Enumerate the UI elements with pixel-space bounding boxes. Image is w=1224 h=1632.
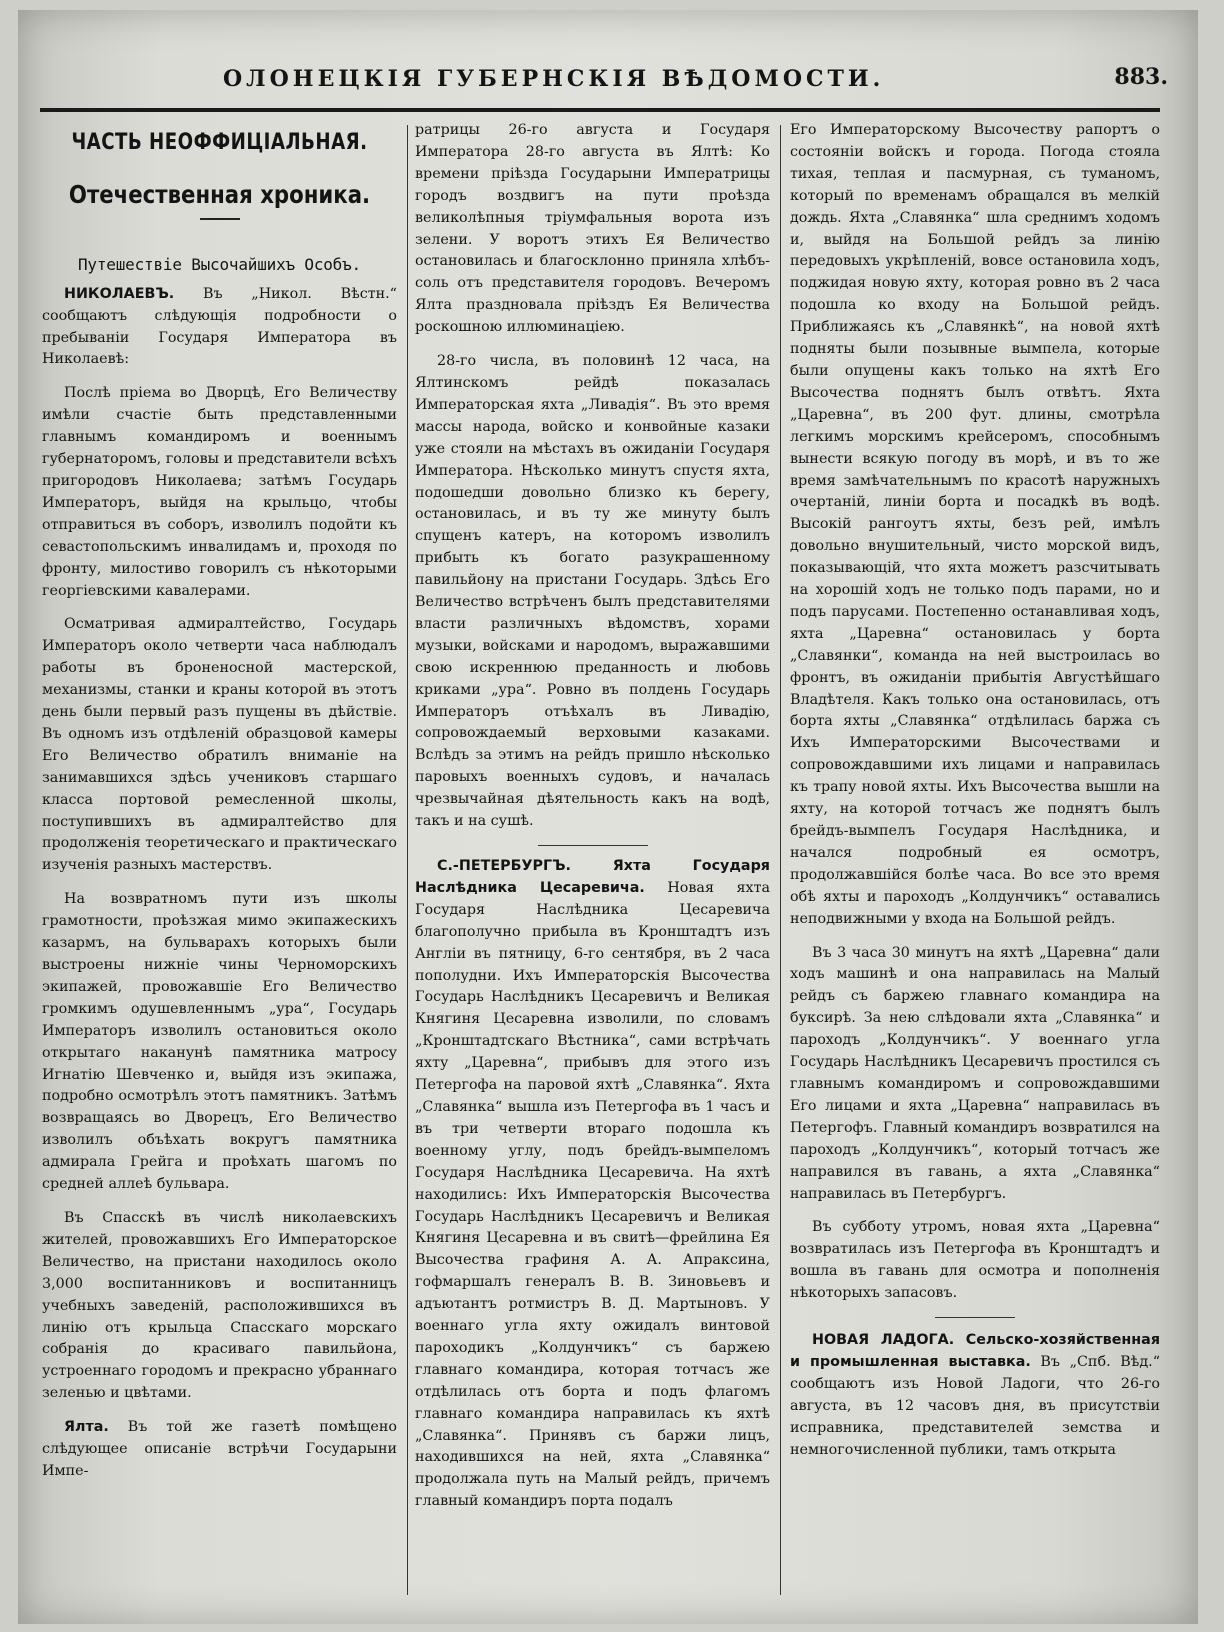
paragraph xyxy=(42,1417,397,1483)
paragraph: Послѣ пріема во Дворцѣ, Его Величеству имѣли счастіе быть представленными главнымъ командиромъ и военнымъ губернаторомъ, головы и представители всѣхъ пригородовъ Николаева; затѣмъ Государь Императоръ, выйдя на крыльцо, чтобы отправиться въ соборъ, изволилъ подойти къ севастопольскимъ инвалидамъ и, проходя по фронту, милостиво говорилъ съ нѣкоторыми георгіевскими кавалерами. xyxy=(42,385,397,599)
page-number: 883. xyxy=(1114,64,1168,90)
article-title: Путешествіе Высочайшихъ Особъ. xyxy=(78,254,361,274)
dateline: НОВАЯ ЛАДОГА. Сельско-хозяйственная и промышленная выставка. xyxy=(790,1332,1160,1370)
paragraph xyxy=(415,856,770,1513)
column-divider xyxy=(407,125,408,1595)
paragraph: ратрицы 26-го августа и Государя Императора 28-го августа въ Ялтѣ: Ко времени пріѣзда Государыни Императрицы городъ воздвигъ на пути проѣзда великолѣпныя тріумфальныя ворота изъ зелени. У воротъ этихъ Ея Величество остановилась и благосклонно приняла хлѣбъ-соль отъ представителя городовъ. Вечеромъ Ялта праздновала пріѣздъ Ея Величества роскошною иллюминаціею. xyxy=(415,122,770,336)
section-rule xyxy=(200,218,240,220)
paragraph-text: Новая яхта Государя Наслѣдника Цесаревича благополучно прибыла въ Кронштадтъ изъ Англіи въ пятницу, 6-го сентября, въ 2 часа пополудни. Ихъ Императорскія Высочества Государь Наслѣдникъ Цесаревичъ и Великая Княгиня Цесаревна изволили, по словамъ „Кронштадтскаго Вѣстника“, сами встрѣчать яхту „Царевна“, прибывъ для этого изъ Петергофа на паровой яхтѣ „Славянка“. Яхта „Славянка“ вышла изъ Петергофа въ 1 часъ и въ три четверти втораго подошла къ военному углу, подъ брейдъ-вымпеломъ Государя Наслѣдника Цесаревича. На яхтѣ находились: Ихъ Императорскія Высочества Государь Наслѣдникъ Цесаревичъ и Великая Княгиня Цесаревна и въ свитѣ—фрейлина Ея Высочества графиня А. А. Апраксина, гофмаршалъ генералъ В. В. Зиновьевъ и адъютантъ ротмистръ В. Д. Мартыновъ. У военнаго угла яхту ожидалъ винтовой пароходикъ „Колдунчикъ“ съ баржею главнаго командира, которая тотчасъ же отдѣлилась отъ борта и подъ флагомъ главнаго командира направилась къ яхтѣ „Славянка“. Принявъ съ баржи лицъ, находившихся на ней, яхта „Славянка“ продолжала путь на Малый рейдъ, причемъ главный командиръ порта подалъ xyxy=(415,879,770,1510)
article-separator xyxy=(538,845,648,846)
paragraph: Его Императорскому Высочеству рапортъ о состояніи войскъ и города. Погода стояла тихая, теплая и пасмурная, съ туманомъ, который по временамъ обращался въ мелкій дождь. Яхта „Славянка“ шла среднимъ ходомъ и, выйдя на Большой рейдъ за линію передовыхъ укрѣпленій, вовсе остановила ходъ, поджидая новую яхту, которая ровно въ 2 часа подошла ко входу на Большой рейдъ. Приближаясь къ „Славянкѣ“, на новой яхтѣ подняты были позывные вымпела, которые были опущены какъ только на яхтѣ Его Высочества поднятъ былъ отвѣтъ. Яхта „Царевна“, въ 200 фут. длины, смотрѣла легкимъ морскимъ крейсеромъ, способнымъ вынести всякую погоду въ морѣ, и въ то же время замѣчательнымъ по красотѣ наружныхъ очертаній, линіи борта и посадкѣ въ водѣ. Высокій рангоутъ яхты, безъ рей, имѣлъ довольно внушительный, чисто морской видъ, показывающій, что яхта можетъ разсчитывать на хорошій ходъ не только подъ парами, но и подъ парусами. Постепенно останавливая ходъ, яхта „Царевна“ остановилась у борта „Славянки“, команда на ней выстроилась во фронтъ, въ ожиданіи прибытія Августѣйшаго Владѣтеля. Какъ только она остановилась, отъ борта яхты „Славянка“ отдѣлилась баржа съ Ихъ Императорскими Высочествами и сопровождавшими ихъ лицами и направилась къ трапу новой яхты. Ихъ Высочества вышли на яхту, на которой тотчасъ же поднятъ былъ брейдъ-вымпелъ Государя Наслѣдника, и начался подробный ея осмотръ, продолжавшійся болѣе часа. Во все это время обѣ яхты и пароходъ „Колдунчикъ“ оставались неподвижными у входа на Большой рейдъ. xyxy=(790,122,1160,927)
column-3 xyxy=(790,120,1160,1600)
paragraph xyxy=(42,284,397,372)
part-title: ЧАСТЬ НЕОФФИЦІАЛЬНАЯ. xyxy=(71,130,368,155)
column-2 xyxy=(415,120,770,1600)
paragraph: Въ субботу утромъ, новая яхта „Царевна“ возвратилась изъ Петергофа въ Кронштадтъ и вошла въ гавань для осмотра и пополненія нѣкоторыхъ запасовъ. xyxy=(790,1219,1160,1302)
paragraph: Въ Спасскѣ въ числѣ николаевскихъ жителей, провожавшихъ Его Императорское Величество, на пристани находилось около 3,000 воспитанниковъ и воспитанницъ учебныхъ заведеній, расположившихся въ линію отъ крыльца Спасскаго морскаго собранія до красиваго павильйона, устроеннаго городомъ и прекрасно убраннаго зеленью и цвѣтами. xyxy=(42,1209,397,1402)
dateline: Ялта. xyxy=(64,1419,109,1436)
dateline: НИКОЛАЕВЪ. xyxy=(64,285,175,302)
article-separator xyxy=(935,1317,1015,1318)
dateline: С.-ПЕТЕРБУРГЪ. Яхта Государя Наслѣдника Цесаревича. xyxy=(415,858,770,896)
paragraph-text: Въ „Спб. Вѣд.“ сообщаютъ изъ Новой Ладоги, что 26-го августа, въ 12 часовъ дня, въ присутствіи исправника, представителей земства и немногочисленной публики, тамъ открыта xyxy=(790,1353,1160,1458)
newspaper-title: ОЛОНЕЦКІЯ ГУБЕРНСКІЯ ВѢДОМОСТИ. xyxy=(223,66,885,92)
paragraph: 28-го числа, въ половинѣ 12 часа, на Ялтинскомъ рейдѣ показалась Императорская яхта „Ливадія“. Въ это время массы народа, войско и конвойные казаки уже стояли на мѣстахъ въ ожиданіи Государя Императора. Нѣсколько минутъ спустя яхта, подошедши довольно близко къ берегу, остановилась, и въ ту же минуту былъ спущенъ катеръ, на которомъ изволилъ прибыть къ богато разукрашенному павильйону на пристани Государь. Здѣсь Его Величество встрѣченъ былъ представителями власти различныхъ вѣдомствъ, хорами музыки, войсками и народомъ, выражавшими свою искреннюю преданность и любовь криками „ура“. Ровно въ полдень Государь Императоръ отъѣхалъ въ Ливадію, сопровождаемый верховыми казаками. Вслѣдъ за этимъ на рейдъ пришло нѣсколько паровыхъ военныхъ судовъ, и началась чрезвычайная дѣятельность какъ на водѣ, такъ и на сушѣ. xyxy=(415,353,770,830)
section-title: Отечественная хроника. xyxy=(68,179,371,209)
paragraph xyxy=(790,1330,1160,1461)
column-1 xyxy=(42,120,397,1600)
paragraph-text: Въ той же газетѣ помѣщено слѣдующее описаніе встрѣчи Государыни Импе- xyxy=(42,1419,397,1479)
column-divider xyxy=(780,125,781,1595)
paragraph: Осматривая адмиралтейство, Государь Императоръ около четверти часа наблюдалъ работы въ броненосной мастерской, механизмы, станки и краны которой въ этотъ день были первый разъ пущены въ дѣйствіе. Въ одномъ изъ отдѣленій образцовой камеры Его Величество обратилъ вниманіе на занимавшихся здѣсь учениковъ старшаго класса портовой ремесленной школы, поступившихъ въ адмиралтейство для продолженія теоретическаго и практическаго изученія разныхъ мастерствъ. xyxy=(42,616,397,874)
header-rule xyxy=(40,108,1160,112)
paragraph: На возвратномъ пути изъ школы грамотности, проѣзжая мимо экипажескихъ казармъ, на бульварахъ которыхъ были выстроены нижніе чины Черноморскихъ экипажей, провожавшіе Его Величество громкимъ одушевленнымъ „ура“, Государь Императоръ изволилъ остановиться около открытаго наканунѣ памятника матросу Игнатію Шевченко и, выйдя изъ экипажа, подробно осмотрѣлъ этотъ памятникъ. Затѣмъ возвращаясь во Дворецъ, Его Величество изволилъ объѣхать вокругъ памятника адмирала Грейга и проѣхать шагомъ по средней аллеѣ бульвара. xyxy=(42,891,397,1193)
paragraph-text: Въ „Никол. Вѣстн.“ сообщаютъ слѣдующія подробности о пребываніи Государя Императора въ Николаевѣ: xyxy=(42,285,397,368)
paragraph: Въ 3 часа 30 минутъ на яхтѣ „Царевна“ дали ходъ машинѣ и она направилась на Малый рейдъ съ баржею главнаго командира на буксирѣ. За нею слѣдовали яхта „Славянка“ и пароходъ „Колдунчикъ“. У военнаго угла Государь Наслѣдникъ Цесаревичъ простился съ главнымъ командиромъ и сопровождавшими Его лицами и яхта „Царевна“ направилась въ Петергофъ. Главный командиръ возвратился на пароходъ „Колдунчикъ“, который тотчасъ же направился въ гавань, а яхта „Славянка“ направилась въ Петербургъ. xyxy=(790,944,1160,1202)
page-header xyxy=(58,58,1178,108)
